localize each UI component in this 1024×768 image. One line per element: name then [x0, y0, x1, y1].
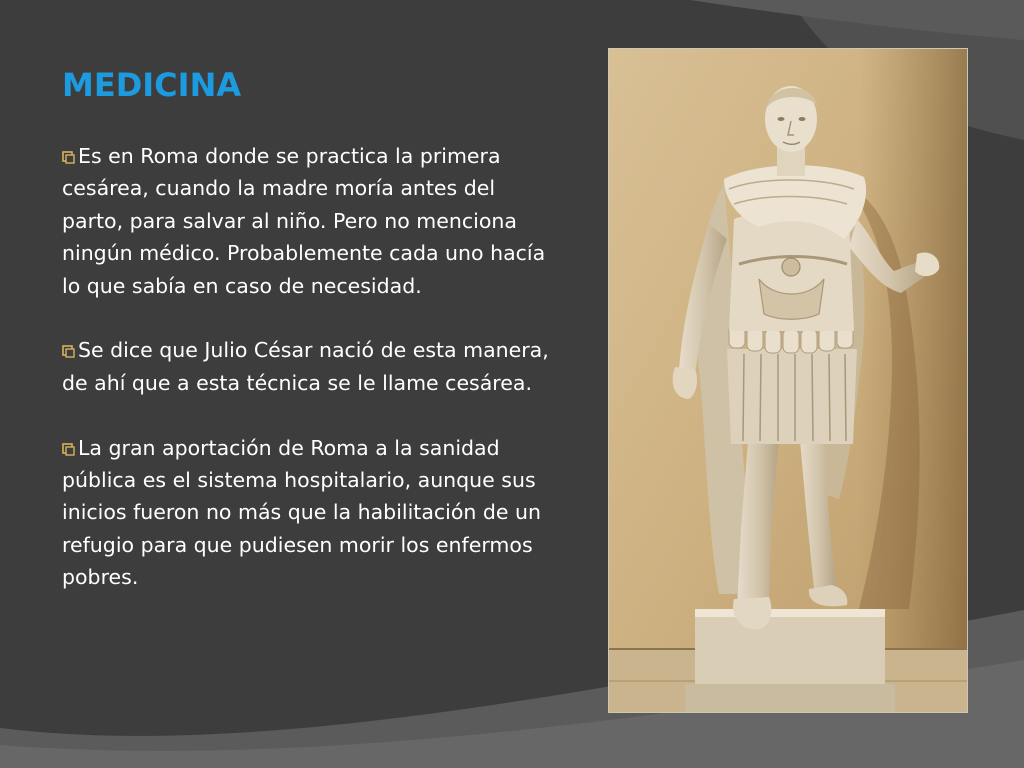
- slide-title: MEDICINA: [62, 66, 242, 104]
- bullet-text: Se dice que Julio César nació de esta manera, de ahí que a esta técnica se le llame cesárea.: [62, 338, 549, 395]
- bullet-item: [62, 432, 562, 594]
- bullet-text: La gran aportación de Roma a la sanidad pública es el sistema hospitalario, aunque sus inicios fueron no más que la habilitación de un refugio para que pudiesen morir los enfermos pobres.: [62, 435, 542, 590]
- statue-image: [609, 49, 968, 713]
- hollow-square-bullet-icon: [62, 443, 75, 456]
- statue-photo: [608, 48, 968, 713]
- slide-body: [62, 140, 562, 594]
- bullet-text: Es en Roma donde se practica la primera cesárea, cuando la madre moría antes del parto, para salvar al niño. Pero no menciona ningún médico. Probablemente cada uno hacía lo que sabía en caso de necesidad.: [62, 144, 546, 298]
- hollow-square-bullet-icon: [62, 151, 75, 164]
- bullet-item: [62, 334, 562, 399]
- hollow-square-bullet-icon: [62, 345, 75, 358]
- bullet-item: [62, 140, 562, 302]
